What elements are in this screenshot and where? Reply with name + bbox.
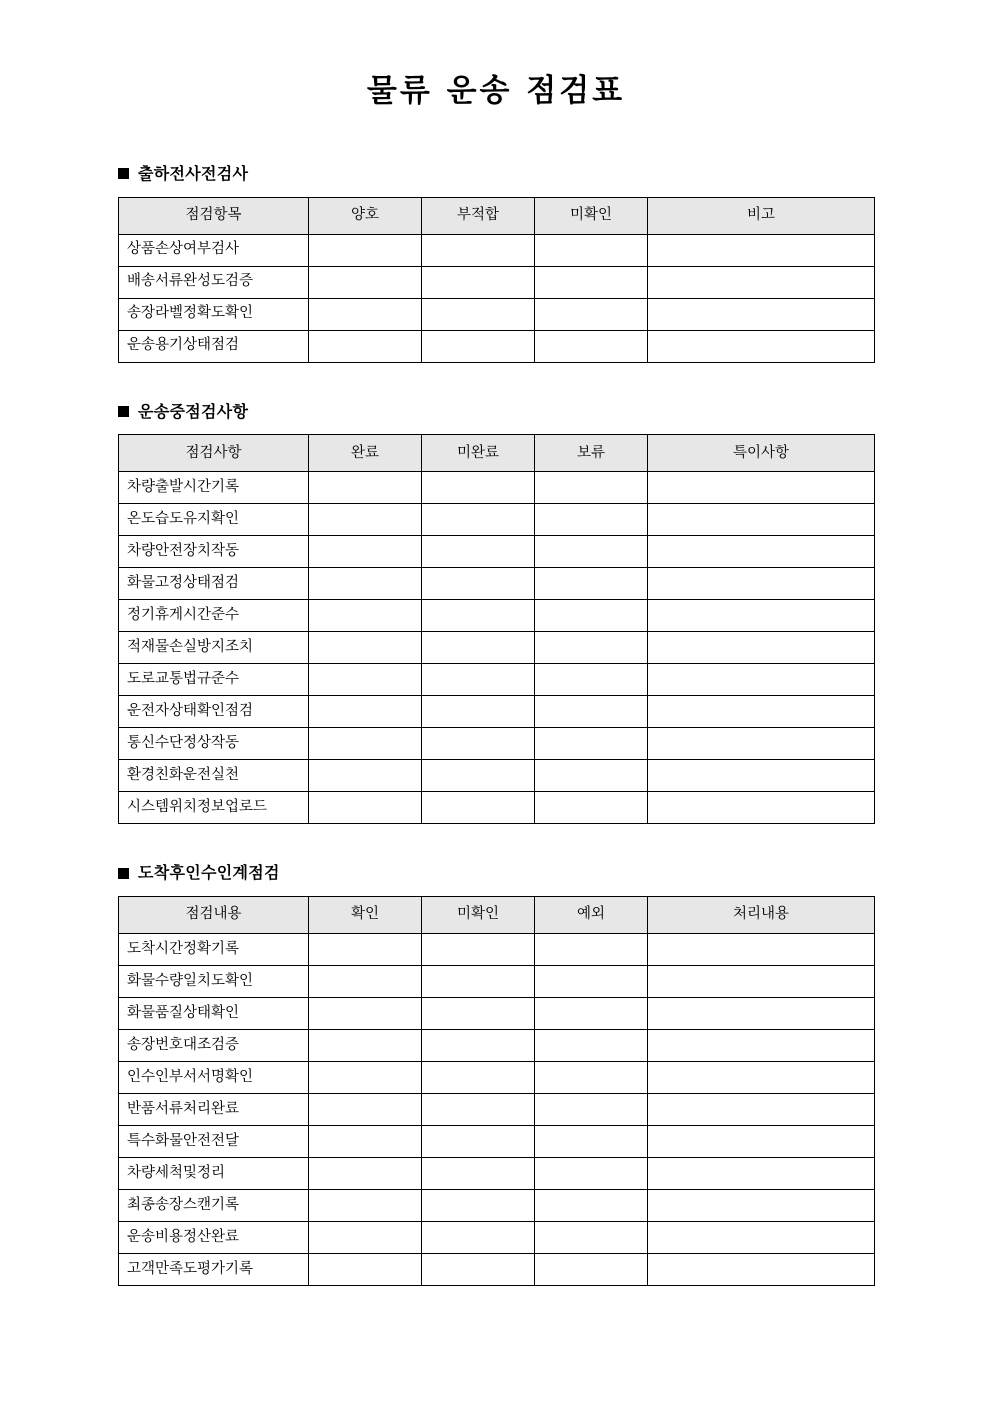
- column-header-note: 특이사항: [648, 435, 875, 472]
- checkbox-cell-status-b[interactable]: [422, 472, 535, 504]
- column-header-status-a: 양호: [309, 197, 422, 234]
- note-cell[interactable]: [648, 1093, 875, 1125]
- section-heading-label: 출하전사전검사: [138, 164, 249, 184]
- checkbox-cell-status-c[interactable]: [535, 1253, 648, 1285]
- checkbox-cell-status-a[interactable]: [309, 1221, 422, 1253]
- row-item-label: 화물고정상태점검: [119, 568, 309, 600]
- note-cell[interactable]: [648, 1253, 875, 1285]
- table-row: [119, 1061, 875, 1093]
- checkbox-cell-status-c[interactable]: [535, 330, 648, 362]
- row-item-label: 적재물손실방지조치: [119, 632, 309, 664]
- bullet-square-icon: [118, 406, 129, 417]
- table-row: [119, 472, 875, 504]
- checkbox-cell-status-c[interactable]: [535, 536, 648, 568]
- checkbox-cell-status-a[interactable]: [309, 664, 422, 696]
- table-header-row: [119, 435, 875, 472]
- checkbox-cell-status-b[interactable]: [422, 664, 535, 696]
- row-item-label: 운전자상태확인점검: [119, 696, 309, 728]
- table-row: [119, 1157, 875, 1189]
- row-item-label: 최종송장스캔기록: [119, 1189, 309, 1221]
- checkbox-cell-status-a[interactable]: [309, 1061, 422, 1093]
- note-cell[interactable]: [648, 330, 875, 362]
- checkbox-cell-status-a[interactable]: [309, 997, 422, 1029]
- checkbox-cell-status-a[interactable]: [309, 504, 422, 536]
- table-row: [119, 234, 875, 266]
- checkbox-cell-status-b[interactable]: [422, 760, 535, 792]
- row-item-label: 반품서류처리완료: [119, 1093, 309, 1125]
- checkbox-cell-status-c[interactable]: [535, 1093, 648, 1125]
- table-row: [119, 536, 875, 568]
- checkbox-cell-status-a[interactable]: [309, 1253, 422, 1285]
- note-cell[interactable]: [648, 1157, 875, 1189]
- table-row: [119, 664, 875, 696]
- table-row: [119, 965, 875, 997]
- checkbox-cell-status-a[interactable]: [309, 696, 422, 728]
- checkbox-cell-status-b[interactable]: [422, 1221, 535, 1253]
- checkbox-cell-status-b[interactable]: [422, 1125, 535, 1157]
- column-header-status-b: 부적합: [422, 197, 535, 234]
- row-item-label: 특수화물안전전달: [119, 1125, 309, 1157]
- checkbox-cell-status-c[interactable]: [535, 234, 648, 266]
- column-header-status-c: 예외: [535, 896, 648, 933]
- checkbox-cell-status-a[interactable]: [309, 472, 422, 504]
- note-cell[interactable]: [648, 600, 875, 632]
- table-row: [119, 1125, 875, 1157]
- checkbox-cell-status-a[interactable]: [309, 792, 422, 824]
- note-cell[interactable]: [648, 298, 875, 330]
- table-row: [119, 568, 875, 600]
- checkbox-cell-status-c[interactable]: [535, 760, 648, 792]
- checkbox-cell-status-c[interactable]: [535, 997, 648, 1029]
- checkbox-cell-status-b[interactable]: [422, 1157, 535, 1189]
- checkbox-cell-status-c[interactable]: [535, 632, 648, 664]
- row-item-label: 송장번호대조검증: [119, 1029, 309, 1061]
- checkbox-cell-status-c[interactable]: [535, 1029, 648, 1061]
- note-cell[interactable]: [648, 664, 875, 696]
- section-heading-label: 운송중점검사항: [138, 401, 249, 421]
- checkbox-cell-status-c[interactable]: [535, 568, 648, 600]
- column-header-status-a: 완료: [309, 435, 422, 472]
- checkbox-cell-status-b[interactable]: [422, 792, 535, 824]
- checkbox-cell-status-c[interactable]: [535, 1157, 648, 1189]
- column-header-item: 점검사항: [119, 435, 309, 472]
- checkbox-cell-status-a[interactable]: [309, 266, 422, 298]
- note-cell[interactable]: [648, 933, 875, 965]
- row-item-label: 차량안전장치작동: [119, 536, 309, 568]
- column-header-item: 점검항목: [119, 197, 309, 234]
- row-item-label: 고객만족도평가기록: [119, 1253, 309, 1285]
- note-cell[interactable]: [648, 568, 875, 600]
- checkbox-cell-status-a[interactable]: [309, 728, 422, 760]
- column-header-note: 처리내용: [648, 896, 875, 933]
- note-cell[interactable]: [648, 536, 875, 568]
- bullet-square-icon: [118, 868, 129, 879]
- table-row: [119, 1029, 875, 1061]
- table-row: [119, 266, 875, 298]
- row-item-label: 통신수단정상작동: [119, 728, 309, 760]
- note-cell[interactable]: [648, 1189, 875, 1221]
- column-header-status-c: 보류: [535, 435, 648, 472]
- table-row: [119, 760, 875, 792]
- note-cell[interactable]: [648, 1029, 875, 1061]
- row-item-label: 화물수량일치도확인: [119, 965, 309, 997]
- table-row: [119, 298, 875, 330]
- checkbox-cell-status-b[interactable]: [422, 504, 535, 536]
- row-item-label: 시스템위치정보업로드: [119, 792, 309, 824]
- checkbox-cell-status-b[interactable]: [422, 933, 535, 965]
- table-row: [119, 1253, 875, 1285]
- row-item-label: 운송용기상태점검: [119, 330, 309, 362]
- table-header-row: [119, 197, 875, 234]
- checkbox-cell-status-c[interactable]: [535, 504, 648, 536]
- table-header-row: [119, 896, 875, 933]
- checkbox-cell-status-b[interactable]: [422, 266, 535, 298]
- checkbox-cell-status-b[interactable]: [422, 298, 535, 330]
- checkbox-cell-status-a[interactable]: [309, 298, 422, 330]
- checkbox-cell-status-b[interactable]: [422, 1253, 535, 1285]
- row-item-label: 차량세척및정리: [119, 1157, 309, 1189]
- checkbox-cell-status-a[interactable]: [309, 1029, 422, 1061]
- table-row: [119, 330, 875, 362]
- row-item-label: 차량출발시간기록: [119, 472, 309, 504]
- row-item-label: 인수인부서서명확인: [119, 1061, 309, 1093]
- section-heading: [118, 864, 874, 882]
- column-header-item: 점검내용: [119, 896, 309, 933]
- checkbox-cell-status-c[interactable]: [535, 933, 648, 965]
- checkbox-cell-status-c[interactable]: [535, 1221, 648, 1253]
- table-row: [119, 792, 875, 824]
- checkbox-cell-status-c[interactable]: [535, 472, 648, 504]
- section-in-transit-checks: [118, 363, 874, 825]
- checkbox-cell-status-c[interactable]: [535, 664, 648, 696]
- bullet-square-icon: [118, 168, 129, 179]
- checkbox-cell-status-c[interactable]: [535, 266, 648, 298]
- checklist-table-pre-shipment: [118, 197, 875, 363]
- table-row: [119, 1189, 875, 1221]
- checkbox-cell-status-b[interactable]: [422, 997, 535, 1029]
- checkbox-cell-status-a[interactable]: [309, 600, 422, 632]
- note-cell[interactable]: [648, 1221, 875, 1253]
- note-cell[interactable]: [648, 1061, 875, 1093]
- checkbox-cell-status-b[interactable]: [422, 632, 535, 664]
- note-cell[interactable]: [648, 728, 875, 760]
- table-row: [119, 1221, 875, 1253]
- note-cell[interactable]: [648, 792, 875, 824]
- checkbox-cell-status-a[interactable]: [309, 933, 422, 965]
- table-row: [119, 933, 875, 965]
- checkbox-cell-status-b[interactable]: [422, 1189, 535, 1221]
- row-item-label: 정기휴게시간준수: [119, 600, 309, 632]
- checkbox-cell-status-b[interactable]: [422, 600, 535, 632]
- row-item-label: 배송서류완성도검증: [119, 266, 309, 298]
- row-item-label: 화물품질상태확인: [119, 997, 309, 1029]
- checkbox-cell-status-a[interactable]: [309, 632, 422, 664]
- checkbox-cell-status-b[interactable]: [422, 234, 535, 266]
- checkbox-cell-status-a[interactable]: [309, 536, 422, 568]
- table-row: [119, 632, 875, 664]
- checkbox-cell-status-b[interactable]: [422, 696, 535, 728]
- column-header-status-b: 미완료: [422, 435, 535, 472]
- row-item-label: 환경친화운전실천: [119, 760, 309, 792]
- checkbox-cell-status-a[interactable]: [309, 1093, 422, 1125]
- checkbox-cell-status-c[interactable]: [535, 696, 648, 728]
- checkbox-cell-status-a[interactable]: [309, 1157, 422, 1189]
- row-item-label: 송장라벨정확도확인: [119, 298, 309, 330]
- column-header-status-c: 미확인: [535, 197, 648, 234]
- column-header-status-b: 미확인: [422, 896, 535, 933]
- table-row: [119, 600, 875, 632]
- row-item-label: 운송비용정산완료: [119, 1221, 309, 1253]
- checkbox-cell-status-c[interactable]: [535, 728, 648, 760]
- section-post-arrival-handover: [118, 824, 874, 1286]
- page-title: 물류 운송 점검표: [366, 73, 626, 109]
- column-header-status-a: 확인: [309, 896, 422, 933]
- note-cell[interactable]: [648, 504, 875, 536]
- checkbox-cell-status-c[interactable]: [535, 1061, 648, 1093]
- checkbox-cell-status-a[interactable]: [309, 760, 422, 792]
- note-cell[interactable]: [648, 965, 875, 997]
- checkbox-cell-status-a[interactable]: [309, 1125, 422, 1157]
- checkbox-cell-status-a[interactable]: [309, 330, 422, 362]
- section-pre-shipment-inspection: [118, 108, 874, 363]
- note-cell[interactable]: [648, 632, 875, 664]
- column-header-note: 비고: [648, 197, 875, 234]
- checkbox-cell-status-c[interactable]: [535, 792, 648, 824]
- checkbox-cell-status-b[interactable]: [422, 536, 535, 568]
- table-row: [119, 1093, 875, 1125]
- checkbox-cell-status-b[interactable]: [422, 568, 535, 600]
- note-cell[interactable]: [648, 997, 875, 1029]
- row-item-label: 상품손상여부검사: [119, 234, 309, 266]
- note-cell[interactable]: [648, 1125, 875, 1157]
- row-item-label: 온도습도유지확인: [119, 504, 309, 536]
- checklist-table-post-arrival: [118, 896, 875, 1286]
- checkbox-cell-status-b[interactable]: [422, 330, 535, 362]
- checkbox-cell-status-a[interactable]: [309, 1189, 422, 1221]
- checkbox-cell-status-a[interactable]: [309, 568, 422, 600]
- checkbox-cell-status-a[interactable]: [309, 234, 422, 266]
- table-row: [119, 728, 875, 760]
- checkbox-cell-status-c[interactable]: [535, 600, 648, 632]
- table-row: [119, 997, 875, 1029]
- checkbox-cell-status-b[interactable]: [422, 1093, 535, 1125]
- checklist-table-in-transit: [118, 434, 875, 824]
- section-heading: [118, 403, 874, 421]
- section-heading: [118, 165, 874, 183]
- row-item-label: 도착시간정확기록: [119, 933, 309, 965]
- checkbox-cell-status-b[interactable]: [422, 728, 535, 760]
- row-item-label: 도로교통법규준수: [119, 664, 309, 696]
- checkbox-cell-status-b[interactable]: [422, 1061, 535, 1093]
- note-cell[interactable]: [648, 266, 875, 298]
- checkbox-cell-status-c[interactable]: [535, 965, 648, 997]
- section-heading-label: 도착후인수인계점검: [138, 863, 280, 883]
- note-cell[interactable]: [648, 234, 875, 266]
- table-row: [119, 504, 875, 536]
- checkbox-cell-status-c[interactable]: [535, 1125, 648, 1157]
- note-cell[interactable]: [648, 472, 875, 504]
- note-cell[interactable]: [648, 760, 875, 792]
- checkbox-cell-status-a[interactable]: [309, 965, 422, 997]
- table-row: [119, 696, 875, 728]
- checkbox-cell-status-b[interactable]: [422, 1029, 535, 1061]
- checkbox-cell-status-b[interactable]: [422, 965, 535, 997]
- checkbox-cell-status-c[interactable]: [535, 298, 648, 330]
- checkbox-cell-status-c[interactable]: [535, 1189, 648, 1221]
- note-cell[interactable]: [648, 696, 875, 728]
